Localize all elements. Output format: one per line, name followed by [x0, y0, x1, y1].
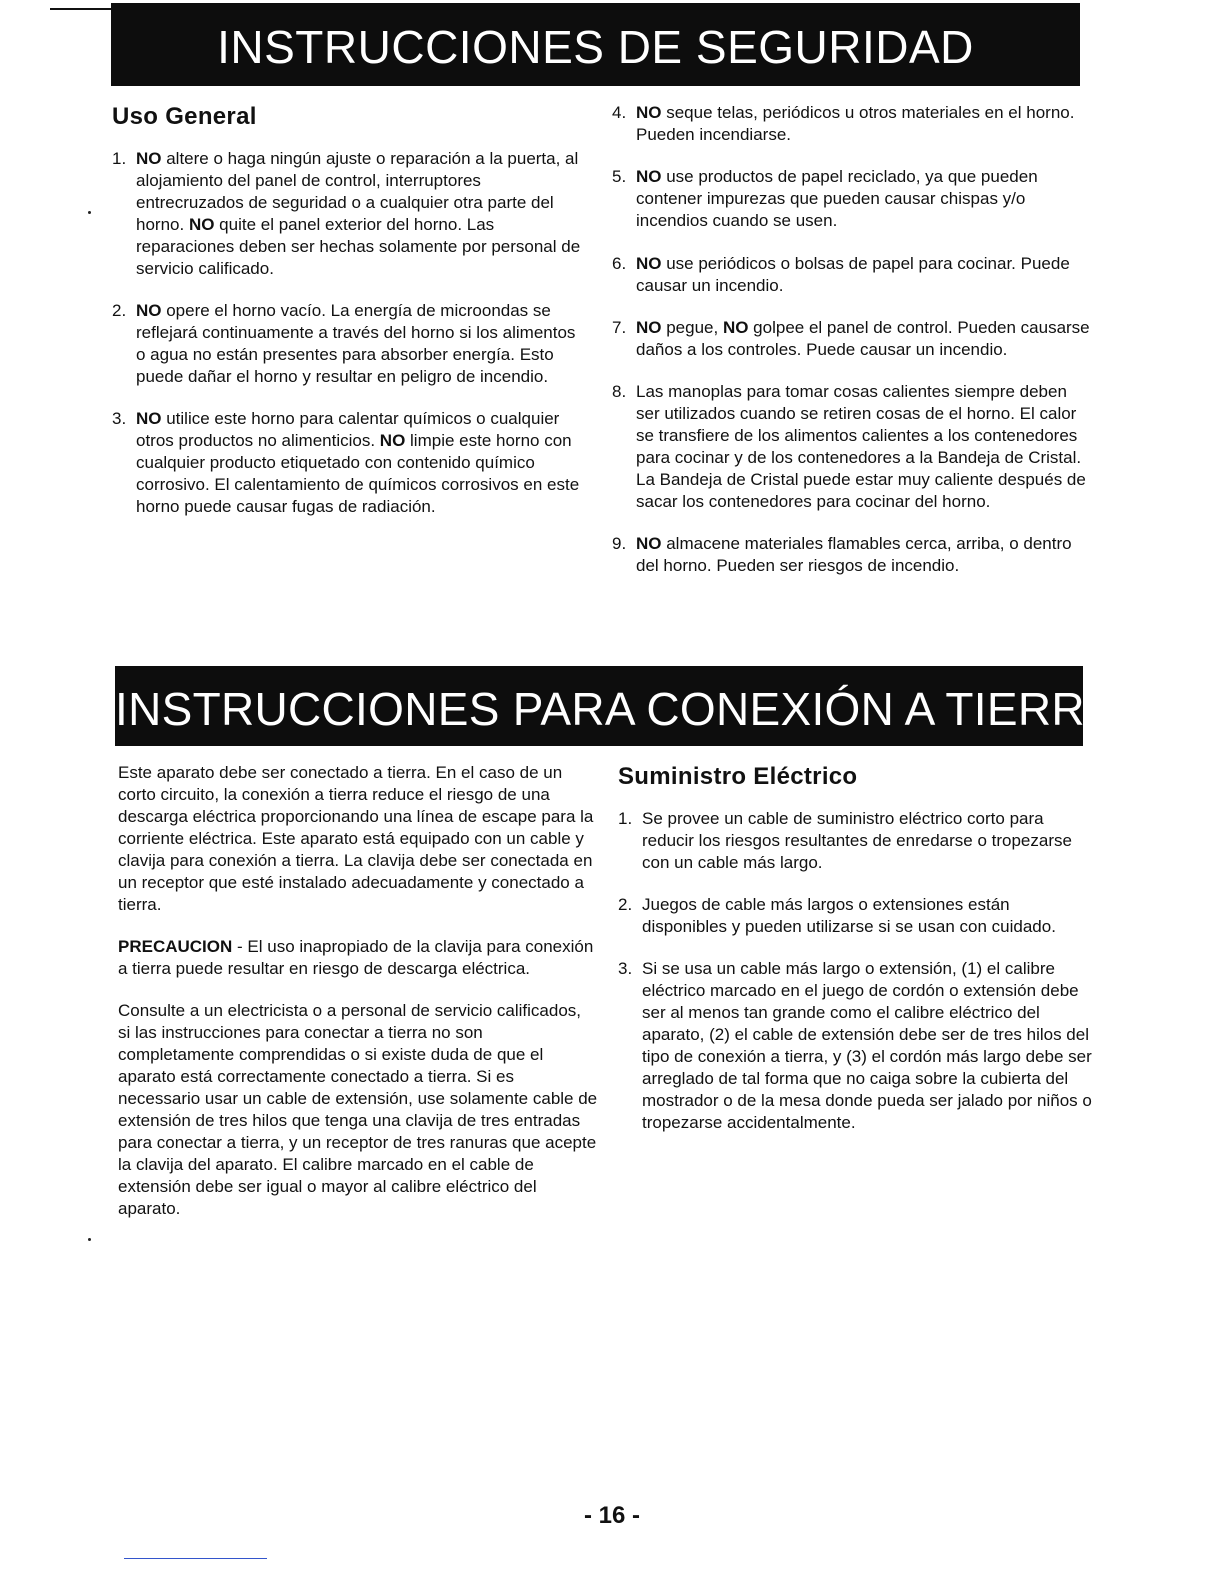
list-item — [112, 408, 582, 518]
general-use-section — [112, 102, 582, 538]
page-number: - 16 - — [583, 1502, 640, 1529]
list-item — [612, 317, 1092, 361]
item-number: 6. — [612, 254, 627, 273]
item-lead: NO — [136, 409, 162, 428]
caution-label: PRECAUCION — [118, 937, 233, 956]
list-item — [618, 958, 1098, 1134]
power-supply-heading: Suministro Eléctrico — [618, 763, 858, 790]
list-item — [618, 894, 1098, 938]
scan-speck — [88, 1238, 91, 1241]
item-number: 5. — [612, 167, 627, 186]
item-lead: NO — [379, 431, 406, 450]
scan-speck — [88, 211, 91, 214]
item-text: pegue, — [661, 318, 723, 337]
item-number: 2. — [112, 301, 127, 320]
item-number: 1. — [112, 149, 127, 168]
caution-paragraph — [118, 936, 598, 980]
item-text: use productos de papel reciclado, ya que pueden contener impurezas que pueden causar chispas y/o incendios cuando se usen. — [636, 167, 1038, 230]
item-text: use periódicos o bolsas de papel para cocinar. Puede causar un incendio. — [636, 254, 1070, 295]
item-number: 4. — [612, 103, 627, 122]
item-text: altere o haga ningún ajuste o reparación a la puerta, al alojamiento del panel de control, interruptores entrecruzados de seguridad o a cualquier otra parte del horno. — [136, 149, 579, 234]
item-number: 8. — [612, 382, 627, 401]
item-text: utilice este horno para calentar químicos o cualquier otros productos no alimenticios. — [136, 409, 560, 450]
item-number: 1. — [618, 809, 633, 828]
item-number: 2. — [618, 895, 633, 914]
item-lead: NO — [636, 534, 662, 553]
item-number: 3. — [112, 409, 127, 428]
list-item — [612, 102, 1092, 146]
list-item — [112, 148, 582, 280]
item-lead: NO — [188, 215, 215, 234]
top-rule — [50, 8, 120, 10]
item-number: 7. — [612, 318, 627, 337]
list-item — [612, 166, 1092, 232]
item-text: limpie este horno con cualquier producto etiquetado con contenido químico corrosivo. El calentamiento de químicos corrosivos en este horno puede causar fugas de radiación. — [136, 431, 580, 516]
general-use-list-right — [612, 102, 1092, 577]
general-use-heading: Uso General — [112, 103, 257, 130]
item-lead: NO — [722, 318, 749, 337]
item-lead: NO — [636, 103, 662, 122]
item-lead: NO — [136, 149, 162, 168]
item-text: almacene materiales flamables cerca, arriba, o dentro del horno. Pueden ser riesgos de incendio. — [636, 534, 1072, 575]
item-number: 9. — [612, 534, 627, 553]
item-lead: NO — [136, 301, 162, 320]
item-lead: NO — [636, 254, 662, 273]
list-item — [612, 253, 1092, 297]
consult-paragraph: Consulte a un electricista o a personal de servicio calificados, si las instrucciones para conectar a tierra no son completamente comprendidas o si existe duda de que el aparato está correctamente conectado a tierra. Si es necessario usar un cable de extensión, use solamente cable de extensión de tres hilos que tenga una clavija de tres entradas para conectar a tierra, y un receptor de tres ranuras que acepte la clavija del aparato. El calibre marcado en el cable de extensión debe ser igual o mayor al calibre eléctrico del aparato. — [118, 1001, 598, 1218]
grounding-instructions-banner: INSTRUCCIONES PARA CONEXIÓN A TIERRA — [115, 666, 1083, 746]
general-use-list-left — [112, 148, 582, 518]
item-lead: NO — [636, 318, 662, 337]
item-text: Si se usa un cable más largo o extensión, (1) el calibre eléctrico marcado en el juego de cordón o extensión debe ser al menos tan grande como el calibre eléctrico del aparato, (2) el cable de extensión debe ser de tres hilos del tipo de conexión a tierra, y (3) el cordón más largo debe ser arreglado de tal forma que no caiga sobre la cubierta del mostrador o de la mesa donde pueda ser jalado por niños o tropezarse accidentalmente. — [642, 959, 1092, 1132]
general-use-section-continued — [612, 102, 1092, 597]
item-text: seque telas, periódicos u otros materiales en el horno. Pueden incendiarse. — [636, 103, 1075, 144]
list-item — [618, 808, 1098, 874]
item-text: opere el horno vacío. La energía de microondas se reflejará continuamente a través del horno si los alimentos o agua no están presentes para absorber energía. Esto puede dañar el horno y resultar en peligro de incendio. — [136, 301, 576, 386]
list-item — [112, 300, 582, 388]
item-text: quite el panel exterior del horno. Las reparaciones deben ser hechas solamente por personal de servicio calificado. — [136, 215, 581, 278]
caution-text: - El uso inapropiado de la clavija para conexión a tierra puede resultar en riesgo de descarga eléctrica. — [118, 937, 594, 978]
grounding-section — [118, 762, 598, 1240]
item-number: 3. — [618, 959, 633, 978]
power-supply-section — [618, 762, 1098, 1154]
power-supply-list — [618, 808, 1098, 1134]
footer-rule — [124, 1558, 267, 1559]
grounding-paragraph: Este aparato debe ser conectado a tierra. En el caso de un corto circuito, la conexión a tierra reduce el riesgo de una descarga eléctrica proporcionando una línea de escape para la corriente eléctrica. Este aparato está equipado con un cable y clavija para conexión a tierra. La clavija debe ser conectada en un receptor que esté instalado adecuadamente y conectado a tierra. — [118, 763, 594, 914]
list-item — [612, 381, 1092, 513]
item-text: Las manoplas para tomar cosas calientes siempre deben ser utilizados cuando se retiren cosas de el horno. El calor se transfiere de los alimentos calientes a los contenedores para cocinar y de los contenedores a la Bandeja de Cristal. La Bandeja de Cristal puede estar muy caliente después de sacar los contenedores para cocinar del horno. — [636, 382, 1086, 511]
item-text: golpee el panel de control. Pueden causarse daños a los controles. Puede causar un incendio. — [636, 318, 1090, 359]
item-text: Se provee un cable de suministro eléctrico corto para reducir los riesgos resultantes de enredarse o tropezarse con un cable más largo. — [642, 809, 1072, 872]
item-lead: NO — [636, 167, 662, 186]
item-text: Juegos de cable más largos o extensiones están disponibles y pueden utilizarse si se usan con cuidado. — [642, 895, 1056, 936]
safety-instructions-banner: INSTRUCCIONES DE SEGURIDAD — [111, 3, 1080, 86]
list-item — [612, 533, 1092, 577]
